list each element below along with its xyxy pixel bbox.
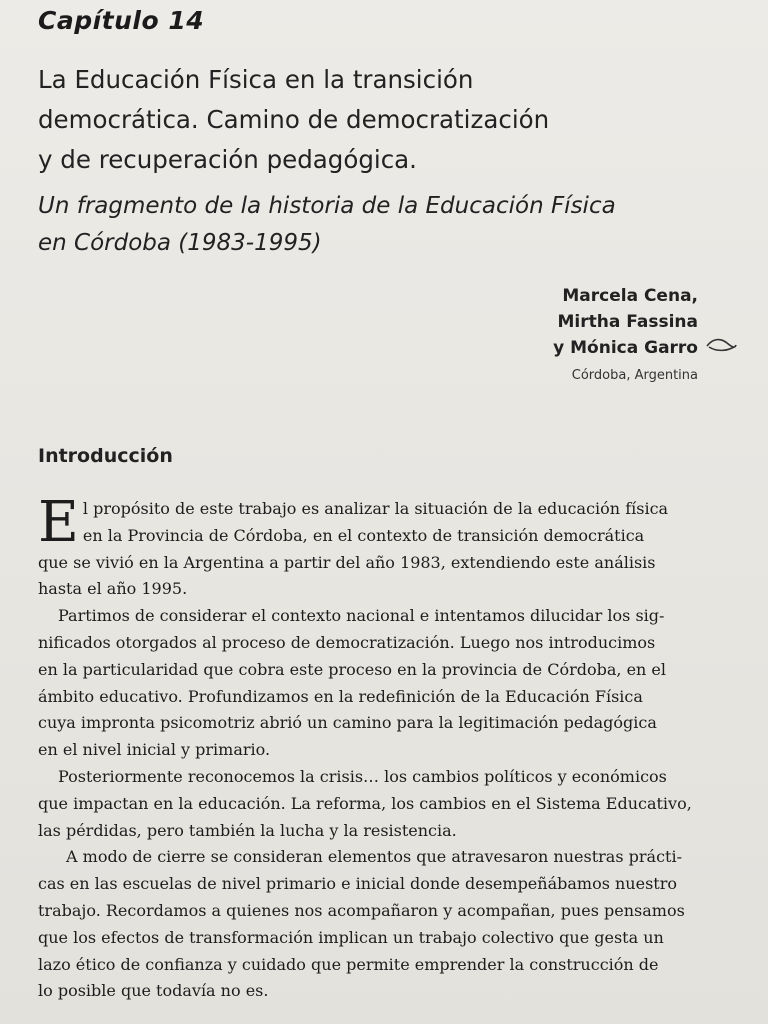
text-line: l propósito de este trabajo es analizar la situación de la educación física xyxy=(82,499,669,518)
text-line: cuya impronta psicomotriz abrió un camino para la legitimación pedagógica xyxy=(38,713,657,733)
paragraph xyxy=(38,603,733,764)
subtitle-line: en Córdoba (1983-1995) xyxy=(38,230,322,256)
subtitle-line: Un fragmento de la historia de la Educación Física xyxy=(38,193,616,219)
title-line: y de recuperación pedagógica. xyxy=(38,145,417,174)
paragraph xyxy=(38,490,733,603)
text-line: lazo ético de confianza y cuidado que permite emprender la construcción de xyxy=(38,954,659,974)
paragraph xyxy=(38,764,733,844)
text-line: que se vivió en la Argentina a partir del año 1983, extendiendo este análisis xyxy=(38,552,656,572)
paragraph xyxy=(38,844,733,1005)
body-text xyxy=(38,490,733,1005)
author-name: Marcela Cena, xyxy=(562,286,698,306)
text-line: que impactan en la educación. La reforma, los cambios en el Sistema Educativo, xyxy=(38,793,692,813)
text-line: lo posible que todavía no es. xyxy=(38,981,269,1001)
text-line: Posteriormente reconocemos la crisis… los cambios políticos y económicos xyxy=(58,766,667,786)
chapter-label: Capítulo 14 xyxy=(38,6,205,35)
text-line: A modo de cierre se consideran elementos que atravesaron nuestras prácti- xyxy=(66,847,682,867)
author-name: y Mónica Garro xyxy=(553,338,698,358)
text-line: en el nivel inicial y primario. xyxy=(38,740,271,760)
author-name: Mirtha Fassina xyxy=(557,312,698,332)
text-line: en la Provincia de Córdoba, en el contexto de transición democrática xyxy=(82,525,645,545)
author-location: Córdoba, Argentina xyxy=(571,368,698,383)
pen-mark-icon xyxy=(705,336,737,354)
text-line: cas en las escuelas de nivel primario e inicial donde desempeñábamos nuestro xyxy=(38,874,677,894)
title-line: La Educación Física en la transición xyxy=(38,65,474,94)
author-list xyxy=(553,283,698,361)
section-heading: Introducción xyxy=(38,445,173,467)
text-line: Partimos de considerar el contexto nacional e intentamos dilucidar los sig- xyxy=(58,606,665,626)
text-line: en la particularidad que cobra este proceso en la provincia de Córdoba, en el xyxy=(38,659,667,679)
text-line: trabajo. Recordamos a quienes nos acompañaron y acompañan, pues pensamos xyxy=(38,900,685,920)
text-line: nificados otorgados al proceso de democratización. Luego nos introducimos xyxy=(38,632,656,652)
title-line: democrática. Camino de democratización xyxy=(38,105,550,134)
text-line: que los efectos de transformación implican un trabajo colectivo que gesta un xyxy=(38,927,664,947)
drop-cap: E xyxy=(38,490,79,555)
text-line: las pérdidas, pero también la lucha y la resistencia. xyxy=(38,820,457,840)
chapter-subtitle xyxy=(38,188,748,262)
chapter-title xyxy=(38,60,738,180)
text-line: hasta el año 1995. xyxy=(38,579,188,599)
text-line: ámbito educativo. Profundizamos en la redefinición de la Educación Física xyxy=(38,686,643,706)
